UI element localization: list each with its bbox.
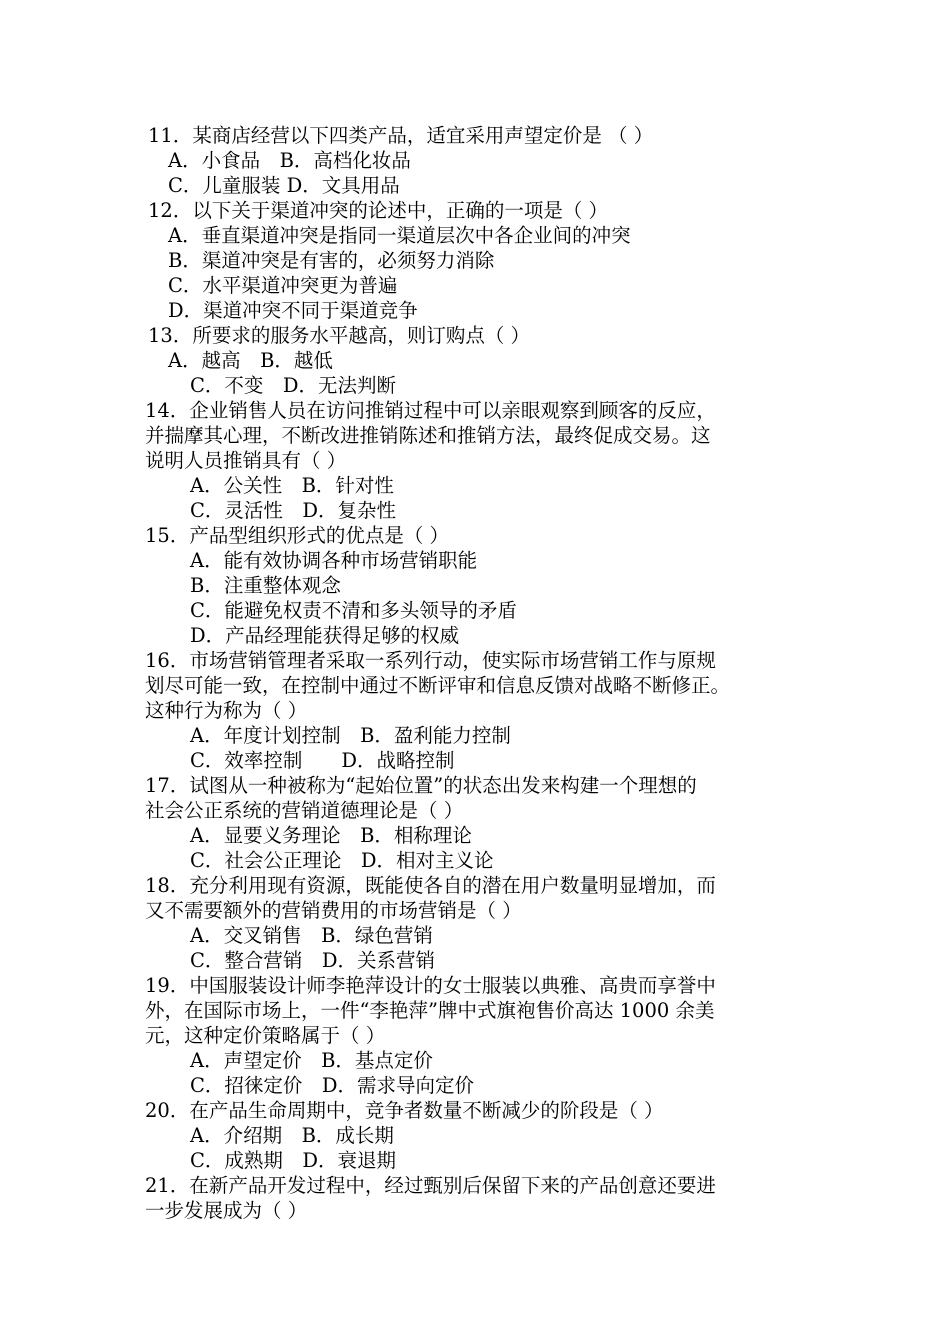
q19-question-line1: 19．中国服装设计师李艳萍设计的女士服装以典雅、高贵而享誉中 — [145, 974, 716, 997]
q18-question-line2: 又不需要额外的营销费用的市场营销是（ ） — [145, 899, 522, 922]
q16-options-ab: A．年度计划控制 B．盈利能力控制 — [190, 724, 511, 747]
q20-options-cd: C．成熟期 D．衰退期 — [190, 1149, 397, 1172]
q19-options-ab: A．声望定价 B．基点定价 — [190, 1049, 433, 1072]
q13-question: 13．所要求的服务水平越高，则订购点（ ） — [148, 324, 531, 347]
q11-question: 11．某商店经营以下四类产品，适宜采用声望定价是 （ ） — [148, 124, 654, 147]
q15-option-c: C．能避免权责不清和多头领导的矛盾 — [190, 599, 517, 622]
q14-question-line3: 说明人员推销具有（ ） — [145, 449, 347, 472]
q18-options-cd: C．整合营销 D．关系营销 — [190, 949, 436, 972]
q19-options-cd: C．招徕定价 D．需求导向定价 — [190, 1074, 475, 1097]
q14-options-ab: A．公关性 B．针对性 — [190, 474, 394, 497]
q13-options-cd: C．不变 D．无法判断 — [190, 374, 397, 397]
q14-question-line1: 14．企业销售人员在访问推销过程中可以亲眼观察到顾客的反应， — [145, 399, 716, 422]
q15-option-a: A．能有效协调各种市场营销职能 — [190, 549, 478, 572]
q12-option-d: D．渠道冲突不同于渠道竞争 — [168, 299, 418, 322]
q12-question: 12．以下关于渠道冲突的论述中，正确的一项是（ ） — [148, 199, 609, 222]
q14-options-cd: C．灵活性 D．复杂性 — [190, 499, 397, 522]
q12-option-a: A．垂直渠道冲突是指同一渠道层次中各企业间的冲突 — [168, 224, 631, 247]
q15-option-b: B．注重整体观念 — [190, 574, 341, 597]
q13-options-ab: A．越高 B．越低 — [168, 349, 333, 372]
q19-question-line3: 元，这种定价策略属于（ ） — [145, 1024, 386, 1047]
q15-option-d: D．产品经理能获得足够的权威 — [190, 624, 460, 647]
q15-question: 15．产品型组织形式的优点是（ ） — [145, 524, 450, 547]
q18-options-ab: A．交叉销售 B．绿色营销 — [190, 924, 433, 947]
q12-option-c: C．水平渠道冲突更为普遍 — [168, 274, 398, 297]
q16-question-line2: 划尽可能一致，在控制中通过不断评审和信息反馈对战略不断修正。 — [145, 674, 731, 697]
q17-question-line2: 社会公正系统的营销道德理论是（ ） — [145, 799, 464, 822]
q11-options-cd: C．儿童服装 D．文具用品 — [168, 174, 400, 197]
q16-options-cd: C．效率控制 D．战略控制 — [190, 749, 455, 772]
q11-options-ab: A．小食品 B．高档化妆品 — [168, 149, 411, 172]
q16-question-line1: 16．市场营销管理者采取一系列行动，使实际市场营销工作与原规 — [145, 649, 716, 672]
q16-question-line3: 这种行为称为（ ） — [145, 699, 308, 722]
q19-question-line2: 外，在国际市场上，一件“李艳萍”牌中式旗袍售价高达 1000 余美 — [145, 999, 715, 1022]
q17-options-cd: C．社会公正理论 D．相对主义论 — [190, 849, 494, 872]
q17-question-line1: 17．试图从一种被称为“起始位置”的状态出发来构建一个理想的 — [145, 774, 697, 797]
q21-question-line2: 一步发展成为（ ） — [145, 1199, 308, 1222]
q20-question: 20．在产品生命周期中，竞争者数量不断减少的阶段是（ ） — [145, 1099, 664, 1122]
q21-question-line1: 21．在新产品开发过程中，经过甄别后保留下来的产品创意还要进 — [145, 1174, 716, 1197]
q20-options-ab: A．介绍期 B．成长期 — [190, 1124, 394, 1147]
q14-question-line2: 并揣摩其心理，不断改进推销陈述和推销方法，最终促成交易。这 — [145, 424, 711, 447]
q17-options-ab: A．显要义务理论 B．相称理论 — [190, 824, 472, 847]
q12-option-b: B．渠道冲突是有害的，必须努力消除 — [168, 249, 495, 272]
q18-question-line1: 18．充分利用现有资源，既能使各自的潜在用户数量明显增加，而 — [145, 874, 716, 897]
